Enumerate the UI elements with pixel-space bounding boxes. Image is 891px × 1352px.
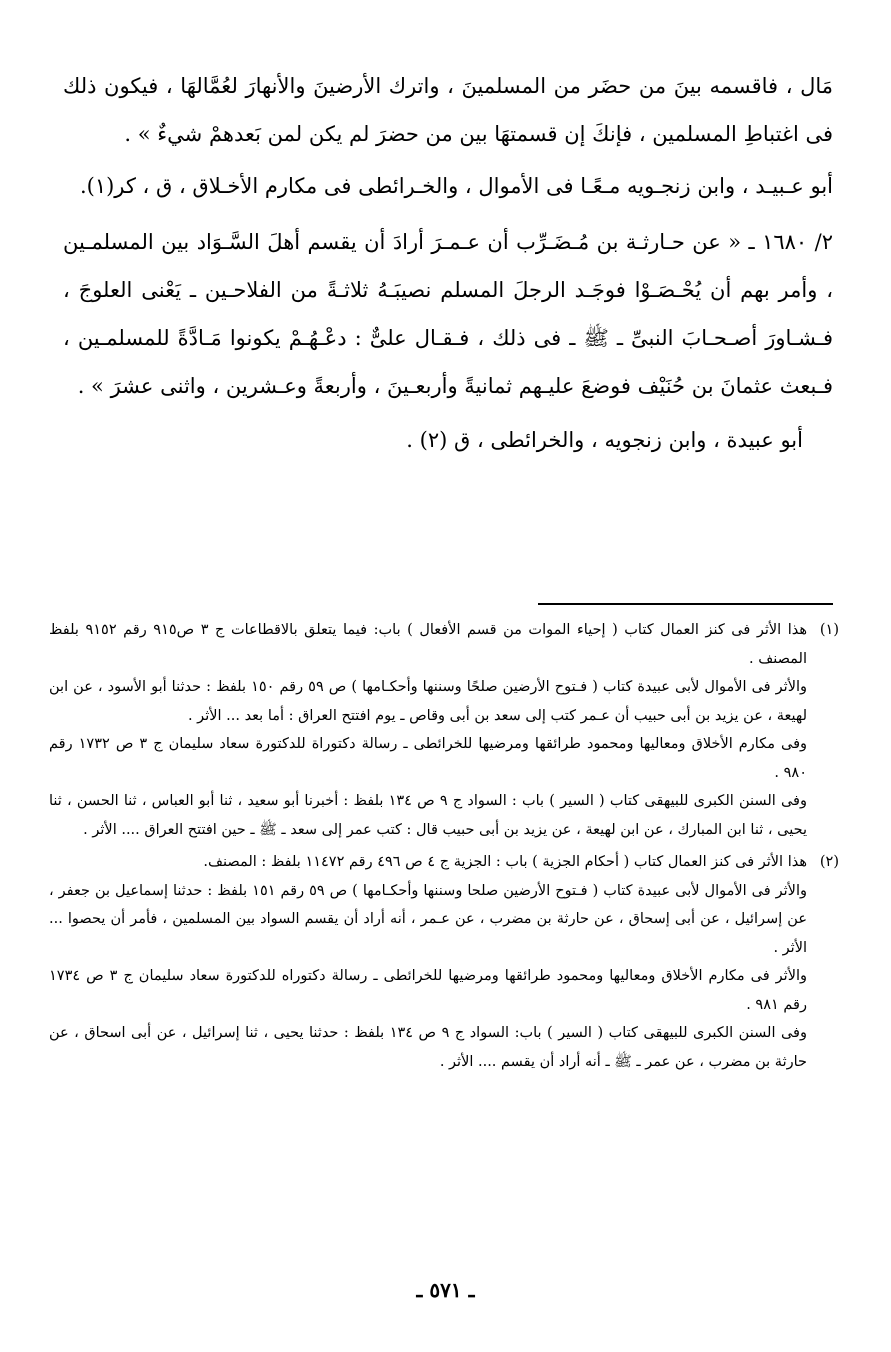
footnote-paragraph: والأثر فى الأموال لأبى عبيدة كتاب ( فـتوح الأرضين صلحا وسننها وأحكـامها ) ص ٥٩ رقم ١٥١ بلفظ : حدثنا إسماعيل بن جعفر ، عن إسرائيل ، عن أبى إسحاق ، عن حارثة بن مضرب ، عن عـمر ، أنه أراد أن يقسم السواد بين المسلمين ، فأمر أن يحصوا ... الأثر .: [49, 882, 807, 956]
footnote-2: [49, 848, 839, 1076]
page-number: ـ ٥٧١ ـ: [416, 1278, 475, 1302]
main-paragraph: مَال ، فاقسمه بينَ من حضَر من المسلمينَ ، واترك الأرضينَ والأنهارَ لعُمَّالهَا ، فيكون ذلك فى اغتباطِ المسلمين ، فإنكَ إن قسمتهَا بين من حضرَ لم يكن لمن بَعدهمْ شيءٌ » .: [63, 74, 833, 146]
footnotes: [49, 616, 839, 1076]
hadith-number: ٢/ ١٦٨٠ ـ: [748, 230, 834, 254]
footnote-text: هذا الأثر فى كنز العمال كتاب ( أحكام الجزية ) باب : الجزية ج ٤ ص ٤٩٦ رقم ١١٤٧٢ بلفظ : المصنف.: [203, 854, 807, 870]
footnote-paragraph: [49, 616, 839, 673]
footnote-paragraph: والأثر فى مكارم الأخلاق ومعاليها ومحمود طرائقها ومرضيها للخرائطى ـ رسالة دكتوراه للدكتورة سعاد سليمان ج ٣ ص ١٧٣٤ رقم ٩٨١ .: [49, 968, 807, 1013]
footnote-paragraph: وفى السنن الكبرى للبيهقى كتاب ( السير ) باب: السواد ج ٩ ص ١٣٤ بلفظ : حدثنا يحيى ، ثنا إسرائيل ، عن أبى اسحاق ، عن حارثة بن مضرب ، عن عمر ـ ﷺ ـ أنه أراد أن يقسم .... الأثر .: [49, 1025, 807, 1070]
footnote-paragraph: وفى مكارم الأخلاق ومعاليها ومحمود طرائقها ومرضيها للخرائطى ـ رسالة دكتوراة للدكتورة سعاد سليمان ج ٣ ص ١٧٣٢ رقم ٩٨٠ .: [49, 736, 808, 781]
hadith-text: « عن حـارثـة بن مُـضَـرِّب أن عـمـرَ أرادَ أن يقسم أهلَ السَّـوَاد بين المسلمـين ، وأمر بهم أن يُحْـصَـوْا فوجَـد الرجلَ المسلم نصيبَـهُ ثلاثـةً من الفلاحـين ـ يَعْنى العلوجَ ، فـشـاورَ أصـحـابَ النبىِّ ـ ﷺ ـ فى ذلك ، فـقـال علىٌّ : دعْـهُـمْ يكونوا مَـادَّةً للمسلمـين ، فـبعث عثمانَ بن حُنَيْف فوضعَ عليـهم ثمانيةً وأربعـينَ ، وأربعةً وعـشرين ، واثنى عشرَ » .: [63, 230, 833, 398]
source-citation-2: أبو عبيدة ، وابن زنجويه ، والخرائطى ، ق (٢) .: [406, 428, 803, 452]
footnote-number: (٢): [819, 854, 839, 870]
footnote-text: هذا الأثر فى كنز العمال كتاب ( إحياء الموات من قسم الأفعال ) باب: فيما يتعلق بالاقطاعات ج ٣ ص٩١٥ رقم ٩١٥٢ بلفظ المصنف .: [49, 622, 807, 667]
footnote-paragraph: [49, 848, 839, 877]
footnote-number: (١): [819, 622, 839, 638]
source-citation-1: أبو عـبيـد ، وابن زنجـويه مـعًـا فى الأموال ، والخـرائطى فى مكارم الأخـلاق ، ق ، كر(١).: [79, 174, 833, 198]
footnote-separator: [538, 603, 833, 605]
footnote-paragraph: وفى السنن الكبرى للبيهقى كتاب ( السير ) باب : السواد ج ٩ ص ١٣٤ بلفظ : أخبرنا أبو سعيد ، ثنا أبو العباس ، ثنا الحسن ، ثنا يحيى ، ثنا ابن المبارك ، عن ابن لهيعة ، عن يزيد بن أبى حبيب قال : كتب عمر إلى سعد ـ ﷺ ـ حين افتتح العراق .... الأثر .: [49, 793, 807, 838]
footnote-1: [49, 616, 839, 844]
main-text-body: [63, 62, 833, 464]
footnote-paragraph: والأثر فى الأموال لأبى عبيدة كتاب ( فـتوح الأرضين صلحًا وسننها وأحكـامها ) ص ٥٩ رقم ١٥٠ بلفظ : حدثنا أبو الأسود ، عن ابن لهيعة ، عن يزيد بن أبى حبيب أن عـمر كتب إلى سعد بن أبى وقاص ـ يوم افتتح العراق : أما بعد ... الأثر .: [49, 679, 807, 724]
hadith-paragraph: [63, 218, 833, 410]
